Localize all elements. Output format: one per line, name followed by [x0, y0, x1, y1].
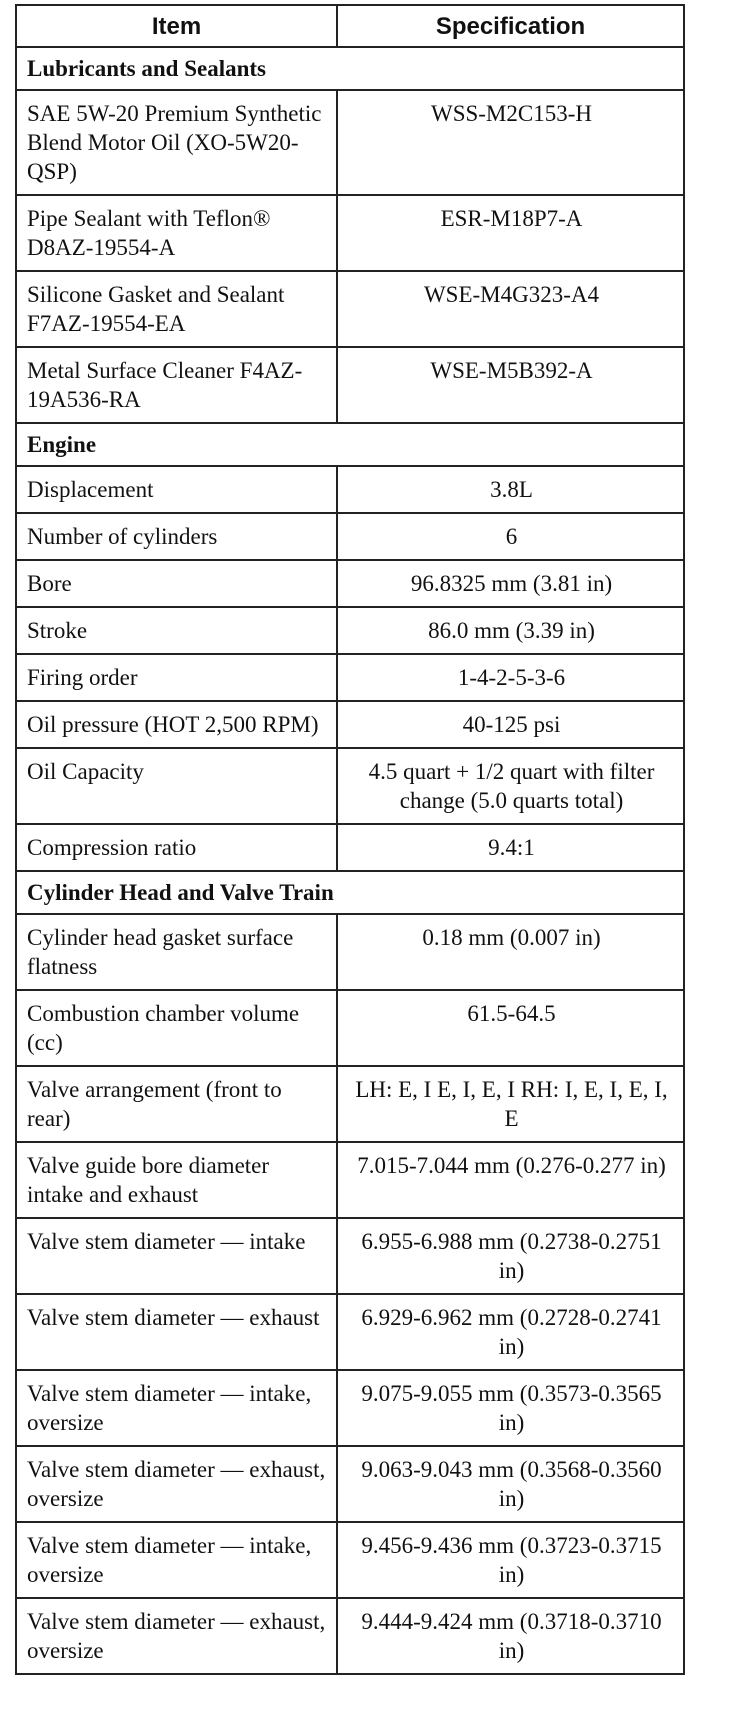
column-header-specification: Specification — [337, 5, 684, 47]
item-cell: Valve stem diameter — intake, oversize — [16, 1522, 337, 1598]
item-cell: Firing order — [16, 654, 337, 701]
table-row — [16, 701, 684, 748]
item-cell: Valve stem diameter — exhaust — [16, 1294, 337, 1370]
item-cell: Valve stem diameter — intake, oversize — [16, 1370, 337, 1446]
item-cell: Metal Surface Cleaner F4AZ-19A536-RA — [16, 347, 337, 423]
table-row — [16, 1598, 684, 1674]
specification-table — [15, 4, 685, 1675]
section-title: Lubricants and Sealants — [16, 47, 684, 90]
table-row — [16, 1294, 684, 1370]
item-cell: Oil pressure (HOT 2,500 RPM) — [16, 701, 337, 748]
item-cell: Valve stem diameter — intake — [16, 1218, 337, 1294]
table-row — [16, 914, 684, 990]
spec-cell: 7.015-7.044 mm (0.276-0.277 in) — [337, 1142, 684, 1218]
spec-cell: 9.075-9.055 mm (0.3573-0.3565 in) — [337, 1370, 684, 1446]
section-row-engine — [16, 423, 684, 466]
spec-cell: 61.5-64.5 — [337, 990, 684, 1066]
spec-cell: 9.063-9.043 mm (0.3568-0.3560 in) — [337, 1446, 684, 1522]
spec-cell: ESR-M18P7-A — [337, 195, 684, 271]
table-row — [16, 560, 684, 607]
table-row — [16, 1522, 684, 1598]
spec-cell: 40-125 psi — [337, 701, 684, 748]
table-row — [16, 271, 684, 347]
spec-cell: 96.8325 mm (3.81 in) — [337, 560, 684, 607]
table-row — [16, 1370, 684, 1446]
spec-cell: 9.444-9.424 mm (0.3718-0.3710 in) — [337, 1598, 684, 1674]
spec-cell: 6.929-6.962 mm (0.2728-0.2741 in) — [337, 1294, 684, 1370]
section-row-cylinder-head — [16, 871, 684, 914]
item-cell: Valve arrangement (front to rear) — [16, 1066, 337, 1142]
spec-cell: 0.18 mm (0.007 in) — [337, 914, 684, 990]
table-row — [16, 1142, 684, 1218]
item-cell: Cylinder head gasket surface flatness — [16, 914, 337, 990]
section-title: Engine — [16, 423, 684, 466]
item-cell: Displacement — [16, 466, 337, 513]
item-cell: Bore — [16, 560, 337, 607]
spec-cell: 4.5 quart + 1/2 quart with filter change (5.0 quarts total) — [337, 748, 684, 824]
table-row — [16, 1066, 684, 1142]
table-row — [16, 195, 684, 271]
item-cell: Combustion chamber volume (cc) — [16, 990, 337, 1066]
item-cell: Stroke — [16, 607, 337, 654]
item-cell: Pipe Sealant with Teflon® D8AZ-19554-A — [16, 195, 337, 271]
item-cell: Silicone Gasket and Sealant F7AZ-19554-EA — [16, 271, 337, 347]
spec-cell: 3.8L — [337, 466, 684, 513]
item-cell: Number of cylinders — [16, 513, 337, 560]
table-row — [16, 748, 684, 824]
column-header-item: Item — [16, 5, 337, 47]
spec-cell: 6.955-6.988 mm (0.2738-0.2751 in) — [337, 1218, 684, 1294]
spec-cell: 86.0 mm (3.39 in) — [337, 607, 684, 654]
item-cell: Compression ratio — [16, 824, 337, 871]
item-cell: Valve stem diameter — exhaust, oversize — [16, 1446, 337, 1522]
table-row — [16, 466, 684, 513]
table-row — [16, 607, 684, 654]
table-row — [16, 1446, 684, 1522]
section-row-lubricants — [16, 47, 684, 90]
table-row — [16, 654, 684, 701]
spec-cell: 9.456-9.436 mm (0.3723-0.3715 in) — [337, 1522, 684, 1598]
spec-cell: 9.4:1 — [337, 824, 684, 871]
table-row — [16, 513, 684, 560]
spec-cell: WSS-M2C153-H — [337, 90, 684, 195]
section-title: Cylinder Head and Valve Train — [16, 871, 684, 914]
item-cell: SAE 5W-20 Premium Synthetic Blend Motor Oil (XO-5W20-QSP) — [16, 90, 337, 195]
table-row — [16, 347, 684, 423]
table-row — [16, 990, 684, 1066]
spec-cell: WSE-M4G323-A4 — [337, 271, 684, 347]
item-cell: Valve stem diameter — exhaust, oversize — [16, 1598, 337, 1674]
table-row — [16, 824, 684, 871]
spec-cell: WSE-M5B392-A — [337, 347, 684, 423]
item-cell: Valve guide bore diameter intake and exhaust — [16, 1142, 337, 1218]
item-cell: Oil Capacity — [16, 748, 337, 824]
spec-cell: 6 — [337, 513, 684, 560]
table-row — [16, 1218, 684, 1294]
table-row — [16, 90, 684, 195]
spec-cell: 1-4-2-5-3-6 — [337, 654, 684, 701]
spec-cell: LH: E, I E, I, E, I RH: I, E, I, E, I, E — [337, 1066, 684, 1142]
header-row — [16, 5, 684, 47]
